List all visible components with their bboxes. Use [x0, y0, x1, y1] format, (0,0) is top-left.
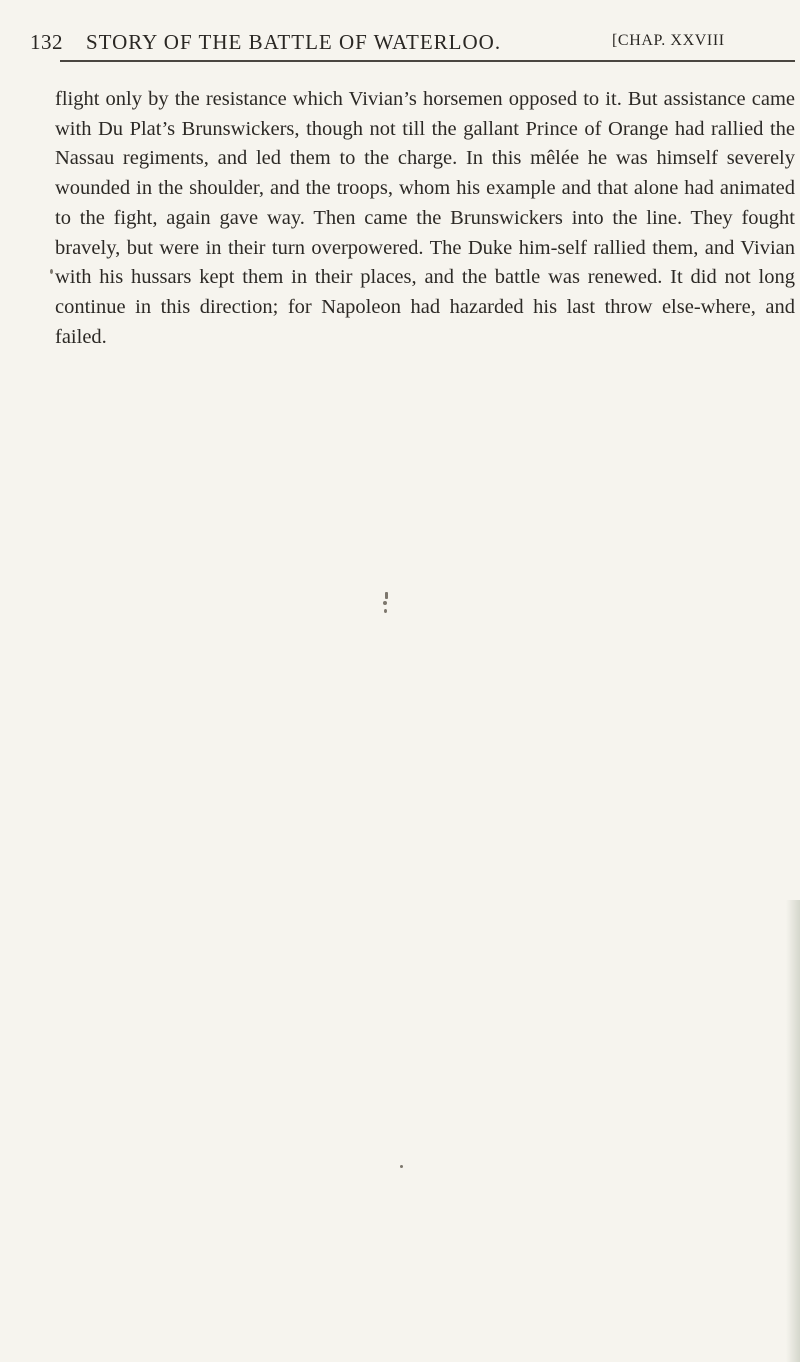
chapter-reference: [CHAP. XXVIII: [612, 32, 725, 49]
running-title: STORY OF THE BATTLE OF WATERLOO.: [86, 30, 502, 54]
page-number: 132: [30, 30, 63, 54]
margin-speck: [50, 269, 53, 274]
ink-speck: [400, 1165, 403, 1168]
header-rule: [60, 60, 795, 62]
ink-speck: [384, 609, 387, 613]
body-paragraph: flight only by the resistance which Vivian’s horsemen opposed to it. But assistance came with Du Plat’s Brunswickers, though not till the gallant Prince of Orange had rallied the Nassau regiments, and led them to the charge. In this mêlée he was himself severely wounded in the shoulder, and the troops, whom his example and that alone had animated to the fight, again gave way. Then came the Brunswickers into the line. They fought bravely, but were in their turn overpowered. The Duke him-self rallied them, and Vivian with his hussars kept them in their places, and the battle was renewed. It did not long continue in this direction; for Napoleon had hazarded his last throw else-where, and failed.: [55, 88, 795, 348]
ink-speck: [385, 592, 388, 599]
ink-speck: [383, 601, 387, 605]
page-edge-shadow: [786, 900, 800, 1362]
